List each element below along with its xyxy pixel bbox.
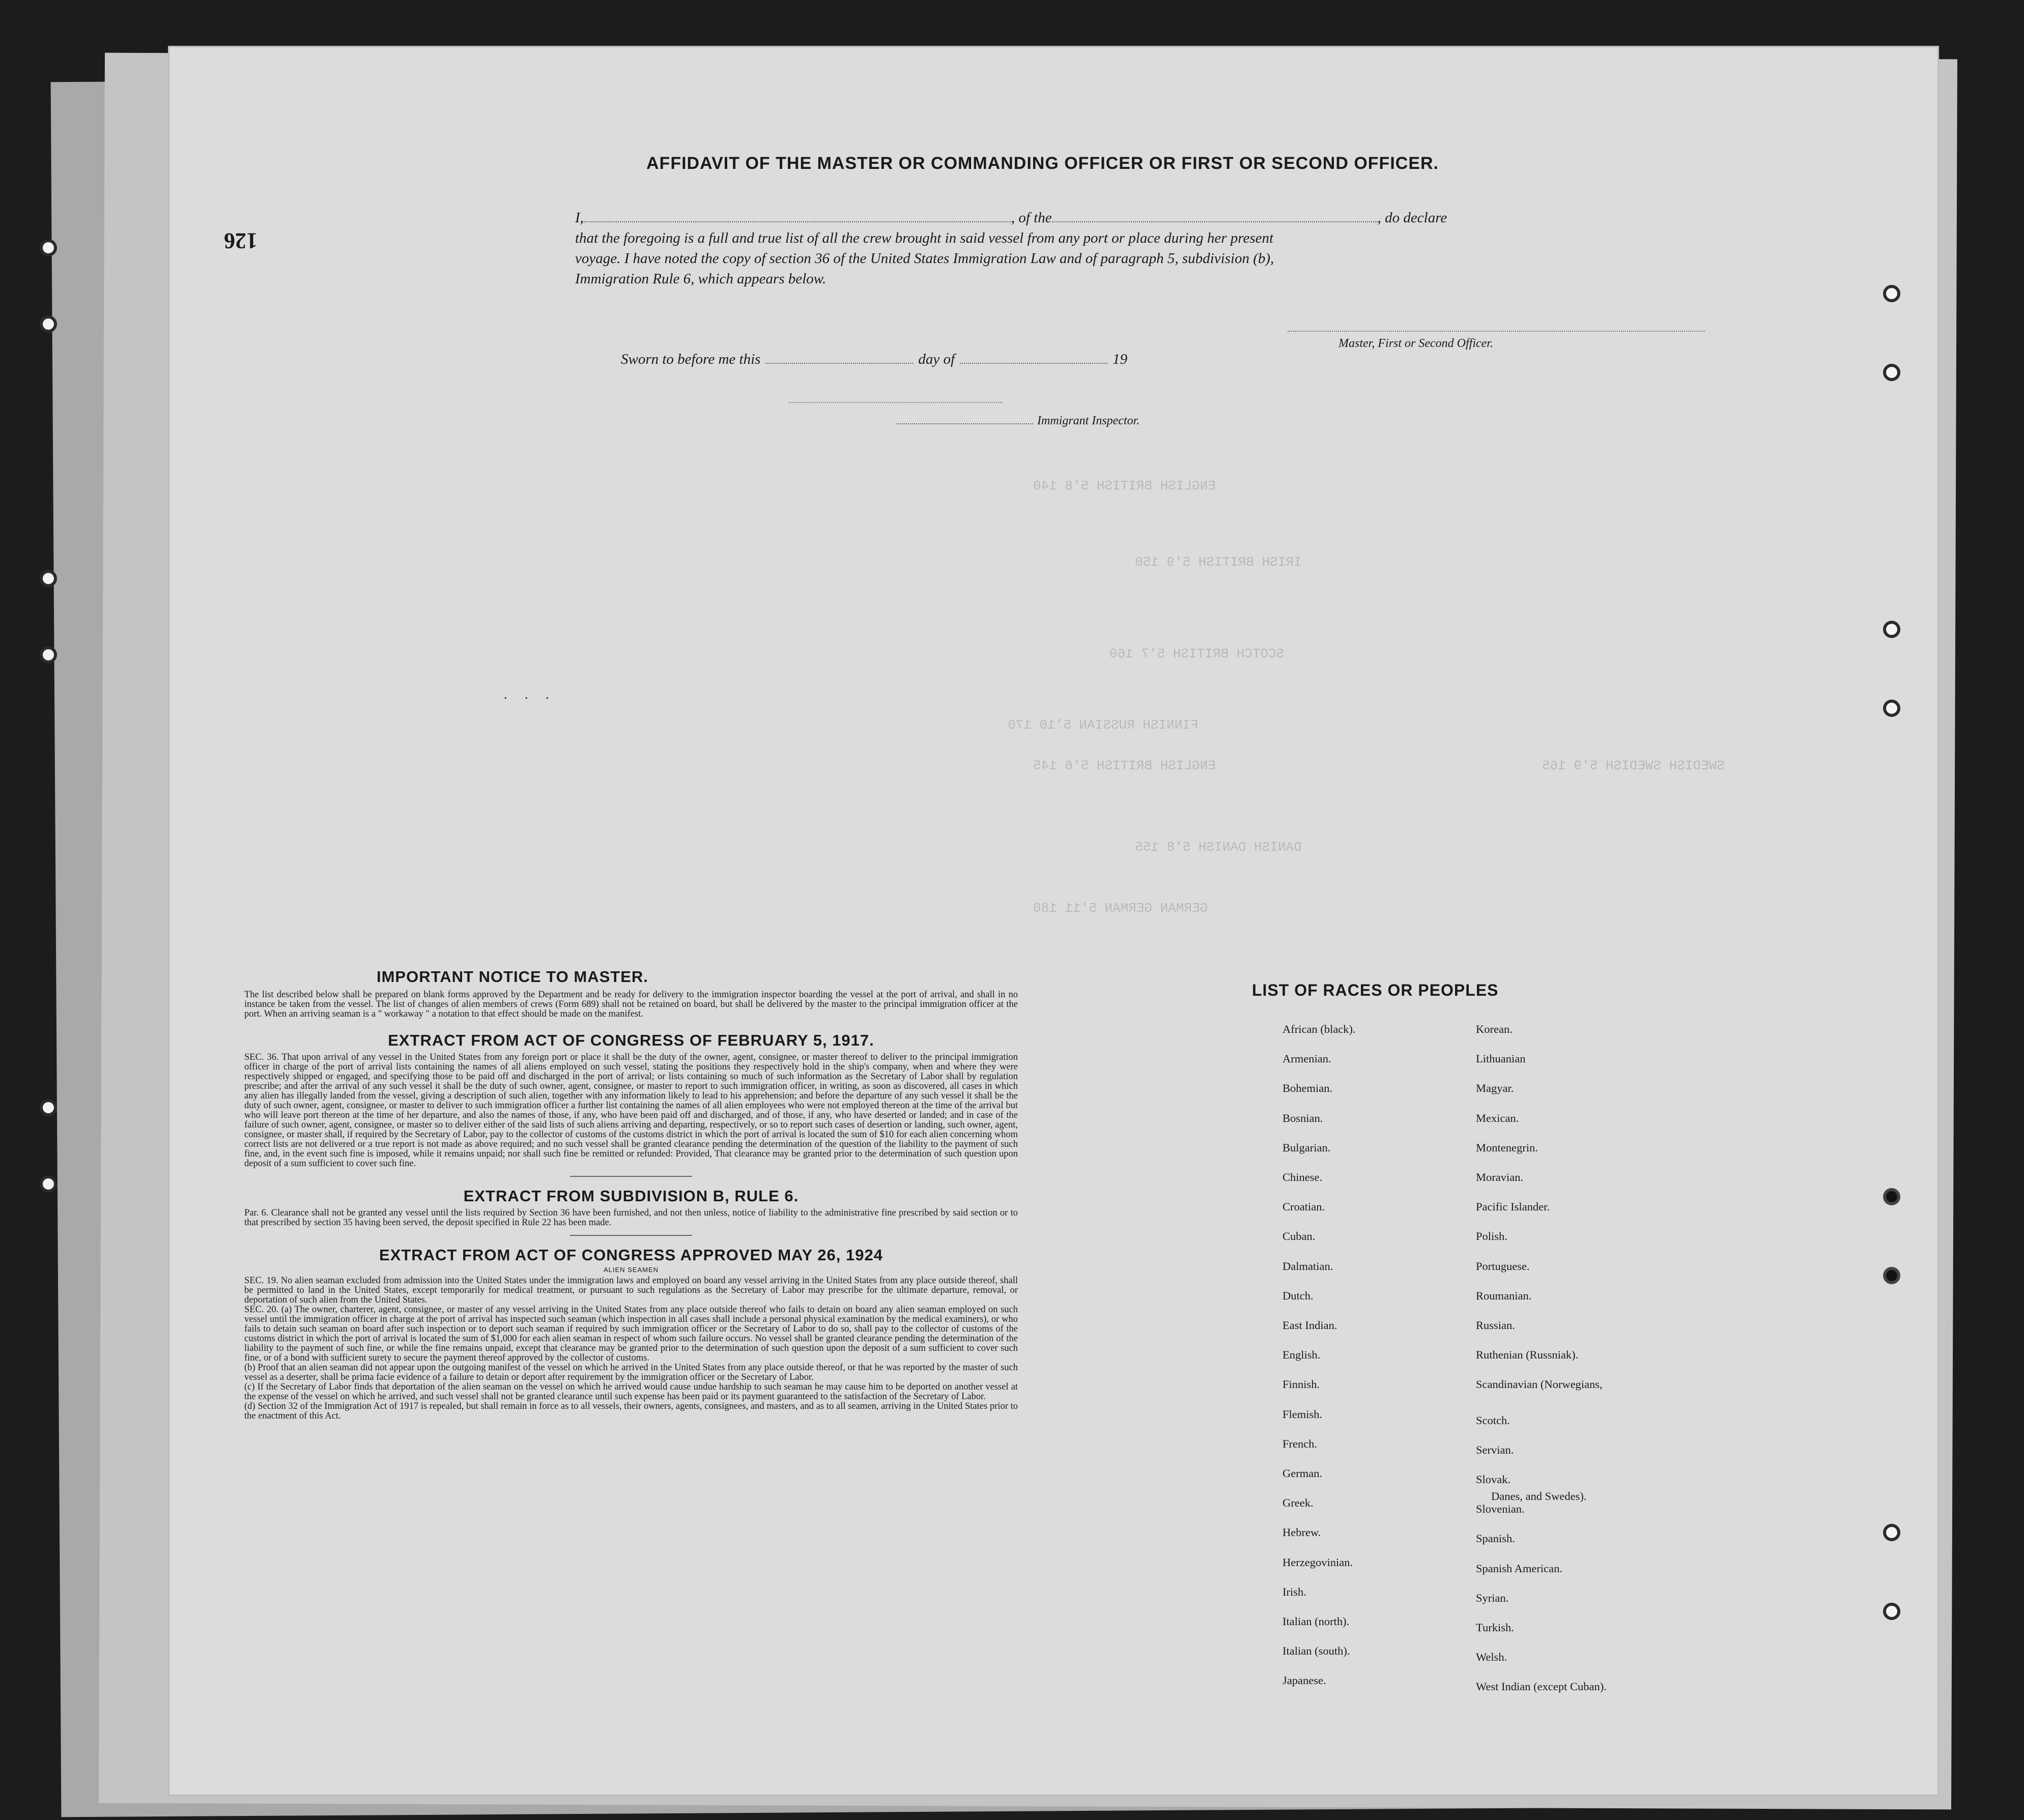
- bleed-through-row: ENGLISH BRITISH 5'8 140: [1033, 478, 1216, 494]
- race-item: Servian.: [1476, 1443, 1514, 1456]
- race-item: Dalmatian.: [1282, 1259, 1333, 1273]
- bleed-through-row: SWEDISH SWEDISH 5'9 165: [1542, 758, 1725, 773]
- affidavit-line-2: that the foregoing is a full and true list of all the crew brought in said vessel from any port or place during her present: [575, 230, 1274, 246]
- divider: [570, 1235, 692, 1236]
- race-item: Bohemian.: [1282, 1082, 1333, 1095]
- separator-line: [789, 402, 1003, 403]
- affidavit-line-3: voyage. I have noted the copy of section 36 of the United States Immigration Law and of paragraph 5, subdivision (b),: [575, 250, 1274, 267]
- race-item: Scandinavian (Norwegians,: [1476, 1378, 1603, 1391]
- race-item: Dutch.: [1282, 1289, 1314, 1302]
- race-item: Armenian.: [1282, 1052, 1331, 1065]
- notice-text: The list described below shall be prepared on blank forms approved by the Department and be ready for delivery to the immigration inspector boarding the vessel at the port of arrival, and shall in no instance be taken from the vessel. The list of changes of alien members of crews (Form 689) shall not be retained on board, but shall be delivered by the master to the principal immigration officer at the port. When an arriving seaman is a " workaway " a notation to that effect should be made on the manifest.: [244, 990, 1018, 1019]
- race-item: Irish.: [1282, 1585, 1306, 1598]
- races-title: LIST OF RACES OR PEOPLES: [1252, 981, 1499, 999]
- race-item: Mexican.: [1476, 1111, 1519, 1124]
- master-label: Master, First or Second Officer.: [1338, 337, 1493, 350]
- punch-hole: [1883, 1267, 1900, 1284]
- race-item: Italian (south).: [1282, 1644, 1350, 1658]
- race-item: Italian (north).: [1282, 1615, 1350, 1628]
- extract-1924-p3: (b) Proof that an alien seaman did not appear upon the outgoing manifest of the vessel on which he arrived in the United States from any place outside thereof, or that he was reported by the master of such vessel as a deserter, shall be prima facie evidence of a failure to detain or deport after requirement by the immigration officer or the Secretary of Labor.: [244, 1363, 1018, 1382]
- punch-hole: [1883, 1603, 1900, 1620]
- extract-1917-heading: EXTRACT FROM ACT OF CONGRESS OF FEBRUARY 5, 1917.: [388, 1031, 874, 1049]
- binder-hole: [40, 1099, 57, 1116]
- race-item: German.: [1282, 1467, 1323, 1480]
- binder-hole: [40, 315, 57, 333]
- extract-1924-p4: (c) If the Secretary of Labor finds that deportation of the alien seaman on the vessel on which he arrived would cause undue hardship to such seaman he may cause him to be deported on another vessel at the expense of the vessel on which he arrived, and such vessel shall not be granted clearance until such expense has been paid or its payment guaranteed to the satisfaction of the Secretary of Labor.: [244, 1382, 1018, 1402]
- race-item: Flemish.: [1282, 1407, 1323, 1421]
- extract-1924-heading: EXTRACT FROM ACT OF CONGRESS APPROVED MAY 26, 1924: [379, 1246, 883, 1264]
- race-item: Spanish.: [1476, 1532, 1515, 1545]
- sworn-prefix: Sworn to before me this: [621, 351, 761, 367]
- inspector-blank: [896, 423, 1033, 424]
- race-item: Moravian.: [1476, 1171, 1524, 1183]
- race-item: Finnish.: [1282, 1378, 1320, 1391]
- sworn-year: 19: [1113, 351, 1128, 367]
- race-item: Portuguese.: [1476, 1259, 1530, 1273]
- extract-rule6-heading: EXTRACT FROM SUBDIVISION B, RULE 6.: [463, 1187, 799, 1205]
- race-item: West Indian (except Cuban).: [1476, 1680, 1607, 1693]
- bleed-through-row: FINNISH RUSSIAN 5'10 170: [1008, 717, 1199, 733]
- race-item: East Indian.: [1282, 1319, 1337, 1332]
- race-item: Herzegovinian.: [1282, 1555, 1353, 1569]
- race-item: Turkish.: [1476, 1621, 1514, 1634]
- notices-column: [244, 968, 1018, 1426]
- affidavit-i: I,: [575, 210, 584, 226]
- extract-1917: [244, 1031, 1018, 1169]
- punch-hole: [1883, 1524, 1900, 1541]
- race-item: African (black).: [1282, 1023, 1356, 1035]
- extract-1924: [244, 1246, 1018, 1421]
- master-signature-line: [1288, 331, 1705, 332]
- race-item: Slovenian.: [1476, 1503, 1525, 1516]
- affidavit-of-the: , of the: [1011, 210, 1052, 226]
- divider: [570, 1176, 692, 1177]
- race-item: Bulgarian.: [1282, 1141, 1331, 1154]
- sworn-day-of: day of: [918, 351, 955, 367]
- race-item: Japanese.: [1282, 1674, 1326, 1687]
- bleed-through-row: SCOTCH BRITISH 5'7 160: [1109, 646, 1285, 661]
- bleed-through-row: ENGLISH BRITISH 5'6 145: [1033, 758, 1216, 773]
- race-item: Greek.: [1282, 1496, 1314, 1510]
- affidavit-title: AFFIDAVIT OF THE MASTER OR COMMANDING OFFICER OR FIRST OR SECOND OFFICER.: [646, 154, 1439, 173]
- punch-hole: [1883, 364, 1900, 381]
- dot-marks: . . .: [504, 687, 556, 702]
- binder-hole: [40, 239, 57, 256]
- race-item: Lithuanian: [1476, 1052, 1526, 1065]
- races-list: [1282, 1023, 1741, 1816]
- race-item: Hebrew.: [1282, 1526, 1321, 1539]
- punch-hole: [1883, 1188, 1900, 1205]
- race-item-continuation: Danes, and Swedes).: [1491, 1490, 1587, 1503]
- extract-1924-p5: (d) Section 32 of the Immigration Act of 1917 is repealed, but shall remain in force as to all vessels, their owners, agents, consignees, and masters, and as to all seamen, arriving in the United States prior to the enactment of this Act.: [244, 1401, 1018, 1421]
- race-item: Magyar.: [1476, 1082, 1514, 1095]
- inspector-label: Immigrant Inspector.: [1037, 414, 1140, 427]
- race-item: Syrian.: [1476, 1591, 1509, 1604]
- extract-rule6: [244, 1187, 1018, 1228]
- race-item: Croatian.: [1282, 1200, 1325, 1214]
- extract-1924-p1: SEC. 19. No alien seaman excluded from admission into the United States under the immigration laws and employed on board any vessel arriving in the United States from any place outside thereof, shall be permitted to land in the United States, except temporarily for medical treatment, or pursuant to such regulations as the Secretary of Labor may prescribe for the ultimate departure, removal, or deportation of such alien from the United States.: [244, 1276, 1018, 1305]
- manifest-page: [168, 46, 1939, 1796]
- binder-hole: [40, 570, 57, 587]
- sworn-month-blank: [960, 362, 1107, 364]
- inspector-line: [896, 414, 1139, 428]
- race-item: Welsh.: [1476, 1651, 1507, 1664]
- race-item: Montenegrin.: [1476, 1141, 1538, 1154]
- affidavit-do-declare: , do declare: [1377, 210, 1447, 226]
- sworn-line: [621, 351, 1127, 368]
- punch-hole: [1883, 285, 1900, 302]
- vessel-blank: [1052, 221, 1378, 222]
- extract-rule6-text: Par. 6. Clearance shall not be granted any vessel until the lists required by Section 36 have been furnished, and not then unless, notice of liability to the administrative fine prescribed by said section or to that prescribed by section 35 having been served, the deposit specified in Rule 22 has been made.: [244, 1208, 1018, 1228]
- extract-1917-text: SEC. 36. That upon arrival of any vessel in the United States from any foreign port or place it shall be the duty of the owner, agent, consignee, or master thereof to deliver to the principal immigration officer in charge of the port of arrival lists containing the names of all aliens employed on such vessel, stating the positions they respectively hold in the ship's company, when and where they were respectively shipped or engaged, and specifying those to be paid off and discharged in the port of arrival; or lists containing so much of such information as the Secretary of Labor shall by regulation prescribe; and after the arrival of any such vessel it shall be the duty of such owner, agent, consignee, or master to report to such immigration officer, in writing, as soon as discovered, all cases in which any alien has illegally landed from the vessel, giving a description of such alien, together with any information likely to lead to his apprehension; and before the departure of any such vessel it shall be the duty of such owner, agent, consignee, or master to deliver to such immigration officer a further list containing the names of all alien employees who were not employed thereon at the time of the arrival but who will leave port thereon at the time of her departure, and also the names of those, if any, who have been paid off and discharged, and of those, if any, who have deserted or landed; and in case of the failure of such owner, agent, consignee, or master so to deliver either of the said lists of such aliens arriving and departing, respectively, or so to report such cases of desertion or landing, such owner, agent, consignee, or master shall, if required by the Secretary of Labor, pay to the collector of customs of the customs district in which the port of arrival is located the sum of $10 for each alien concerning whom correct lists are not delivered or a true report is not made as above required; and no such vessel shall be granted clearance pending the determination of the question of the liability to the payment of such fine, and, in the event such fine is imposed, while it remains unpaid; nor shall such fine be remitted or refunded: Provided, That clearance may be granted prior to the determination of such question upon deposit of a sum sufficient to cover such fine.: [244, 1052, 1018, 1169]
- race-item: Slovak.: [1476, 1473, 1511, 1486]
- affidavit-body: [575, 208, 1735, 289]
- extract-1924-p2: SEC. 20. (a) The owner, charterer, agent, consignee, or master of any vessel arriving in the United States from any place outside thereof who fails to detain on board any alien seaman employed on such vessel until the immigration officer in charge at the port of arrival has inspected such seaman (which inspection in all cases shall include a personal physical examination by the medical examiners), or who fails to detain such seaman on board after such inspection or to deport such seaman if required by such immigration officer or the Secretary of Labor to do so, shall pay to the collector of customs of the customs district in which the port of arrival is located the sum of $1,000 for each alien seaman in respect of whom such failure occurs. No vessel shall be granted clearance pending the determination of the liability to the payment of such fine, or while the fine remains unpaid, except that clearance may be granted prior to the determination of such question upon the deposit of a sum sufficient to cover such fine, or of a bond with sufficient surety to secure the payment thereof approved by the collector of customs.: [244, 1305, 1018, 1363]
- binder-hole: [40, 646, 57, 663]
- race-item: Ruthenian (Russniak).: [1476, 1348, 1579, 1362]
- bleed-through-row: GERMAN GERMAN 5'11 180: [1033, 901, 1208, 916]
- race-item: English.: [1282, 1348, 1321, 1362]
- punch-hole: [1883, 621, 1900, 638]
- notice-to-master: [244, 968, 1018, 1019]
- extract-1924-subheading: ALIEN SEAMEN: [603, 1266, 659, 1274]
- notice-heading: IMPORTANT NOTICE TO MASTER.: [377, 968, 648, 986]
- stamped-number: 126: [224, 228, 258, 253]
- race-item: Cuban.: [1282, 1230, 1316, 1243]
- race-item: Russian.: [1476, 1319, 1515, 1332]
- race-item: Chinese.: [1282, 1171, 1323, 1183]
- race-item: Pacific Islander.: [1476, 1200, 1550, 1214]
- race-item: French.: [1282, 1437, 1318, 1450]
- name-blank: [584, 221, 1011, 222]
- race-item: Polish.: [1476, 1230, 1507, 1243]
- bleed-through-row: IRISH BRITISH 5'9 150: [1135, 555, 1302, 570]
- affidavit-line-4: Immigration Rule 6, which appears below.: [575, 271, 826, 287]
- binder-hole: [40, 1175, 57, 1193]
- race-item: Korean.: [1476, 1023, 1513, 1035]
- race-item: Spanish American.: [1476, 1562, 1562, 1575]
- race-item: Roumanian.: [1476, 1289, 1532, 1302]
- bleed-through-row: DANISH DANISH 5'8 155: [1135, 840, 1302, 855]
- race-item: Scotch.: [1476, 1413, 1510, 1427]
- sworn-day-blank: [765, 362, 913, 364]
- punch-hole: [1883, 700, 1900, 717]
- race-item: Bosnian.: [1282, 1111, 1323, 1124]
